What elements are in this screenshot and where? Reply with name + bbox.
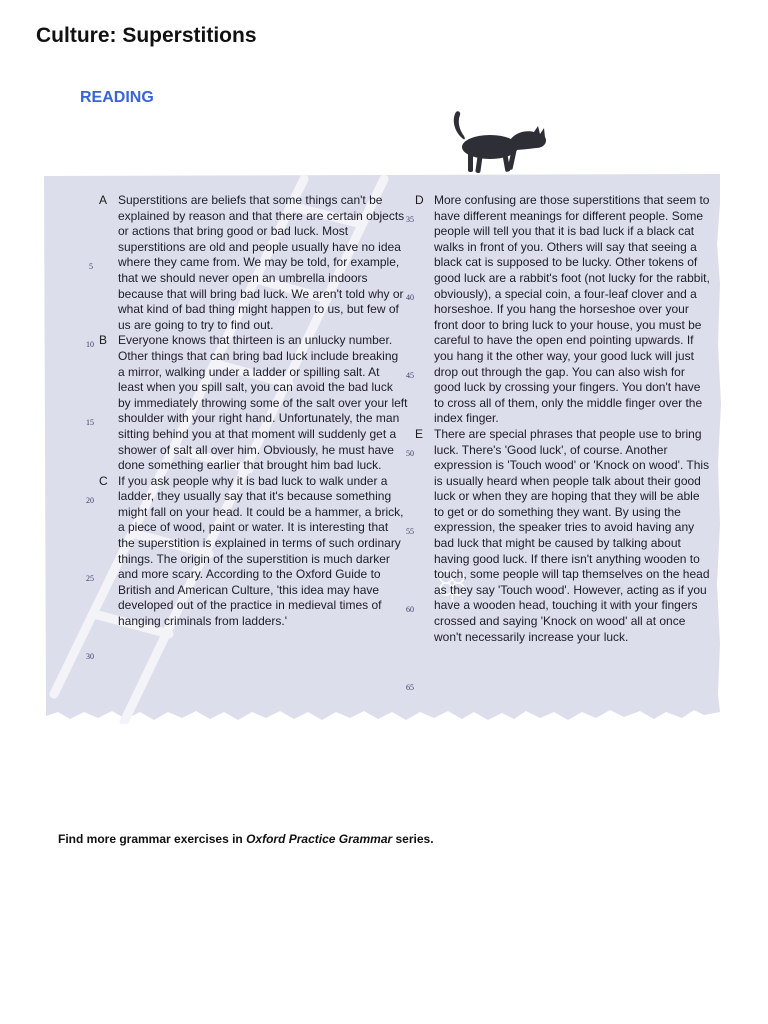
right-column	[415, 193, 710, 645]
paragraph-c	[99, 473, 408, 630]
paragraph-text: There are special phrases that people use to bring luck. There's 'Good luck', of course. Another expression is 'Touch wood' or 'Knock on wood'. This is usually heard when people talk about their good luck or when they are hoping that they will be able to get or do something they want. By using the expression, the speaker tries to avoid having any bad luck that might be caused by talking about having good luck. If there isn't anything wooden to touch, some people will tap themselves on the head as they say 'Touch wood'. However, acting as if you have a wooden head, touching it with your fingers crossed and saying 'Knock on wood' all at once won't necessarily increase your luck.	[434, 426, 710, 644]
paragraph-e	[415, 426, 710, 645]
page-title: Culture: Superstitions	[36, 24, 257, 47]
line-number: 40	[406, 293, 414, 302]
black-cat-illustration	[450, 110, 560, 176]
footer-prefix: Find more grammar exercises in	[58, 832, 247, 846]
reading-panel	[44, 174, 722, 724]
paragraph-text: Everyone knows that thirteen is an unlucky number. Other things that can bring bad luck include breaking a mirror, walking under a ladder or spilling salt. At least when you spill salt, you can avoid the bad luck by immediately throwing some of the salt over your left shoulder with your right hand. Unfortunately, the man sitting behind you at that moment will suddenly get a shower of salt all over him. Obviously, he must have done something earlier that brought him bad luck.	[118, 333, 408, 473]
line-number: 15	[86, 418, 94, 427]
paragraph-letter: C	[99, 473, 108, 488]
line-number: 30	[86, 652, 94, 661]
line-number: 35	[406, 215, 414, 224]
line-number: 60	[406, 605, 414, 614]
paragraph-letter: E	[415, 426, 424, 441]
paragraph-letter: B	[99, 333, 108, 348]
footer-book-title: Oxford Practice Grammar	[246, 832, 393, 846]
paragraph-letter: A	[99, 193, 108, 207]
line-number: 20	[86, 496, 94, 505]
line-number: 55	[406, 527, 414, 536]
line-number: 65	[406, 683, 414, 692]
paragraph-text: More confusing are those superstitions that seem to have different meanings for different people. Some people will tell you that it is bad luck if a black cat walks in front of you. Others will say that seeing a black cat is supposed to be lucky. Other tokens of good luck are a rabbit's foot (not lucky for the rabbit, obviously), a special coin, a four-leaf clover and a horseshoe. If you hang the horseshoe over your front door to bring luck to your house, you must be careful to have the open end pointing upwards. If you hang it the other way, your good luck will just drop out through the gap. You can also wish for good luck by crossing your fingers. You don't have to cross all of them, only the middle finger over the index finger.	[434, 193, 710, 426]
paragraph-b	[99, 333, 408, 473]
line-number: 5	[89, 262, 93, 271]
paragraph-a	[99, 193, 408, 333]
line-number: 50	[406, 449, 414, 458]
section-label: READING	[80, 89, 154, 106]
line-number: 45	[406, 371, 414, 380]
left-column	[99, 193, 408, 630]
paragraph-letter: D	[415, 193, 424, 207]
footer-note	[58, 832, 434, 846]
paragraph-text: If you ask people why it is bad luck to walk under a ladder, they usually say that it's because something might fall on your head. It could be a hammer, a brick, a piece of wood, paint or water. It is interesting that the superstition is explained in terms of such ordinary things. The origin of the superstition is much darker and more scary. According to the Oxford Guide to British and American Culture, 'this idea may have developed out of the practice in medieval times of hanging criminals from ladders.'	[118, 473, 404, 629]
paragraph-text: Superstitions are beliefs that some things can't be explained by reason and that there are certain objects or actions that bring good or bad luck. Most superstitions are old and people usually have no idea where they came from. We may be told, for example, that we should never open an umbrella indoors because that will bring bad luck. We aren't told why or what kind of bad thing might happen to us, but few of us are going to try to find out.	[118, 193, 405, 332]
paragraph-d	[415, 193, 710, 427]
footer-suffix: series.	[392, 832, 434, 846]
line-number: 10	[86, 340, 94, 349]
line-number: 25	[86, 574, 94, 583]
